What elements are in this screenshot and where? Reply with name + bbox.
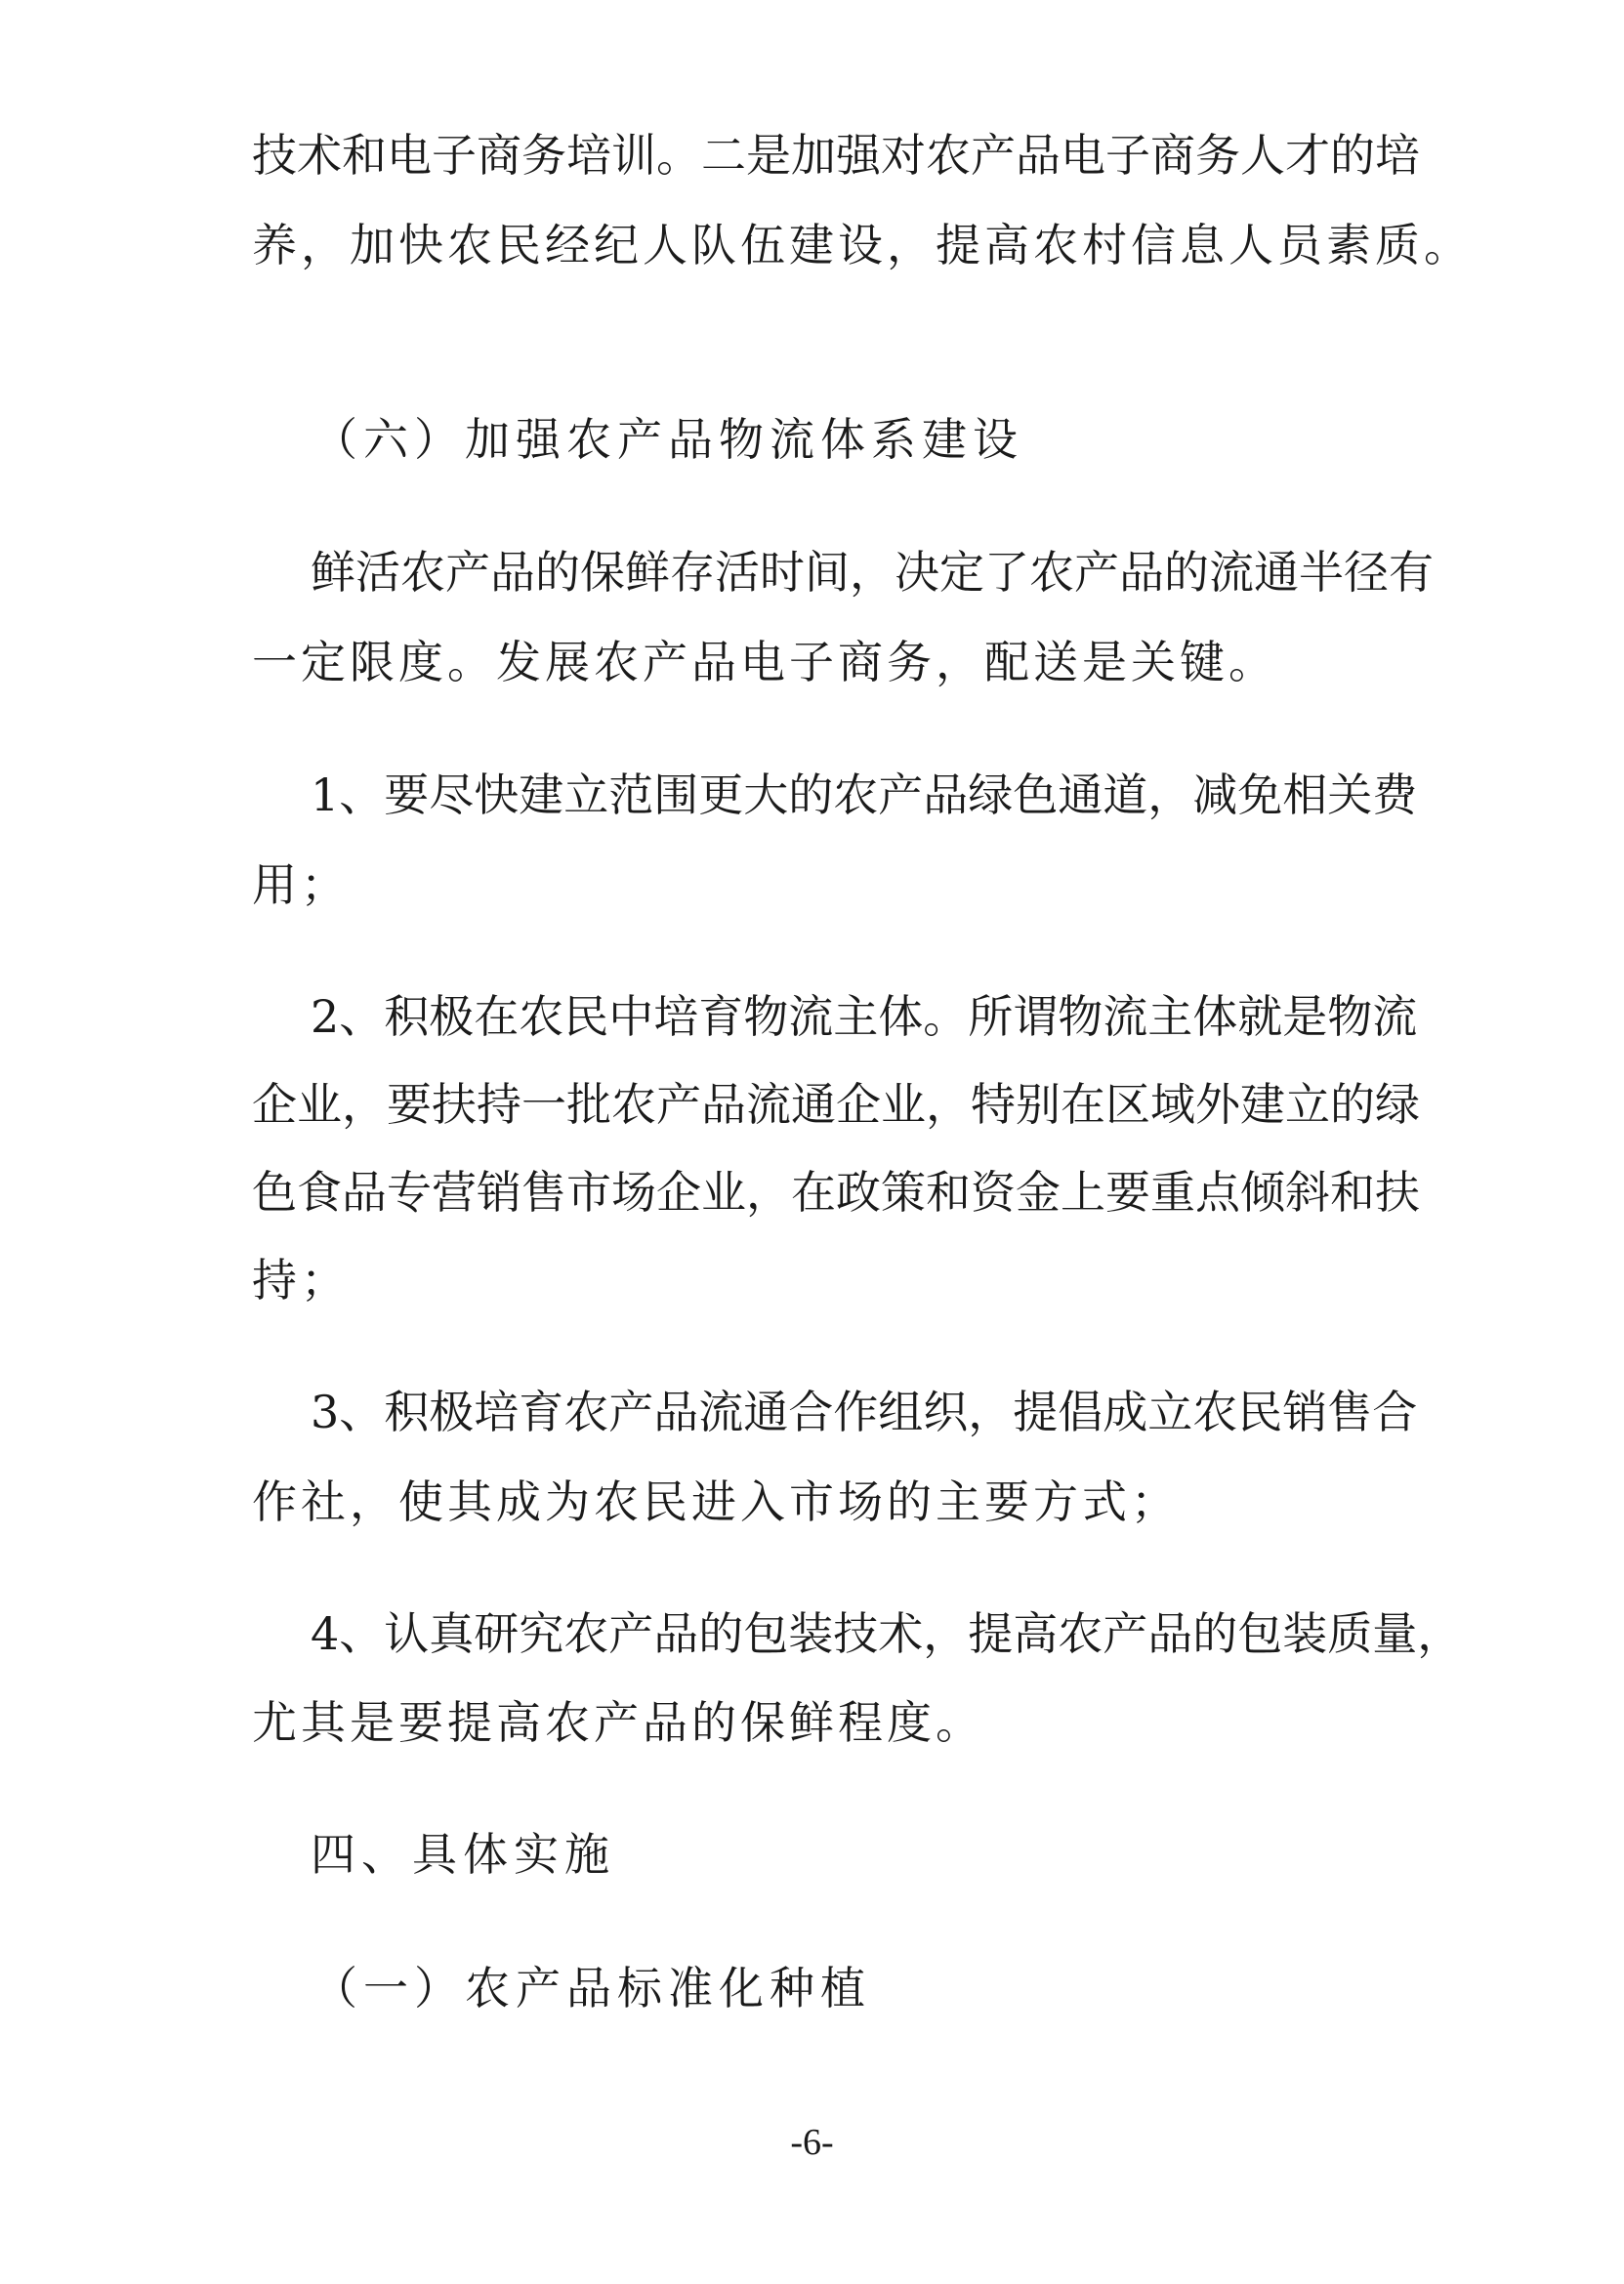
paragraph-line: 鲜活农产品的保鲜存活时间，决定了农产品的流通半径有 xyxy=(311,546,1434,599)
list-item-line: 用； xyxy=(252,858,350,911)
paragraph-line: 一定限度。发展农产品电子商务，配送是关键。 xyxy=(252,636,1277,688)
list-item-line: 作社，使其成为农民进入市场的主要方式； xyxy=(252,1475,1180,1528)
list-item-line: 2、积极在农民中培育物流主体。所谓物流主体就是物流 xyxy=(311,990,1418,1043)
list-item-line: 4、认真研究农产品的包装技术，提高农产品的包装质量， xyxy=(311,1607,1463,1660)
list-item-line: 持； xyxy=(252,1254,350,1307)
list-item-line: 3、积极培育农产品流通合作组织，提倡成立农民销售合 xyxy=(311,1386,1418,1438)
chapter-heading: 四、具体实施 xyxy=(311,1828,615,1881)
paragraph-line: 养，加快农民经纪人队伍建设，提高农村信息人员素质。 xyxy=(252,219,1473,271)
page-number: -6- xyxy=(790,2122,834,2163)
list-item-line: 企业，要扶持一批农产品流通企业，特别在区域外建立的绿 xyxy=(252,1078,1420,1131)
section-heading: （一）农产品标准化种植 xyxy=(312,1962,871,2014)
list-item-line: 色食品专营销售市场企业，在政策和资金上要重点倾斜和扶 xyxy=(252,1166,1420,1219)
list-item-line: 1、要尽快建立范围更大的农产品绿色通道，减免相关费 xyxy=(311,768,1418,821)
list-item-line: 尤其是要提高农产品的保鲜程度。 xyxy=(252,1696,984,1749)
paragraph-line: 技术和电子商务培训。二是加强对农产品电子商务人才的培 xyxy=(252,129,1420,182)
section-heading: （六）加强农产品物流体系建设 xyxy=(312,413,1023,466)
